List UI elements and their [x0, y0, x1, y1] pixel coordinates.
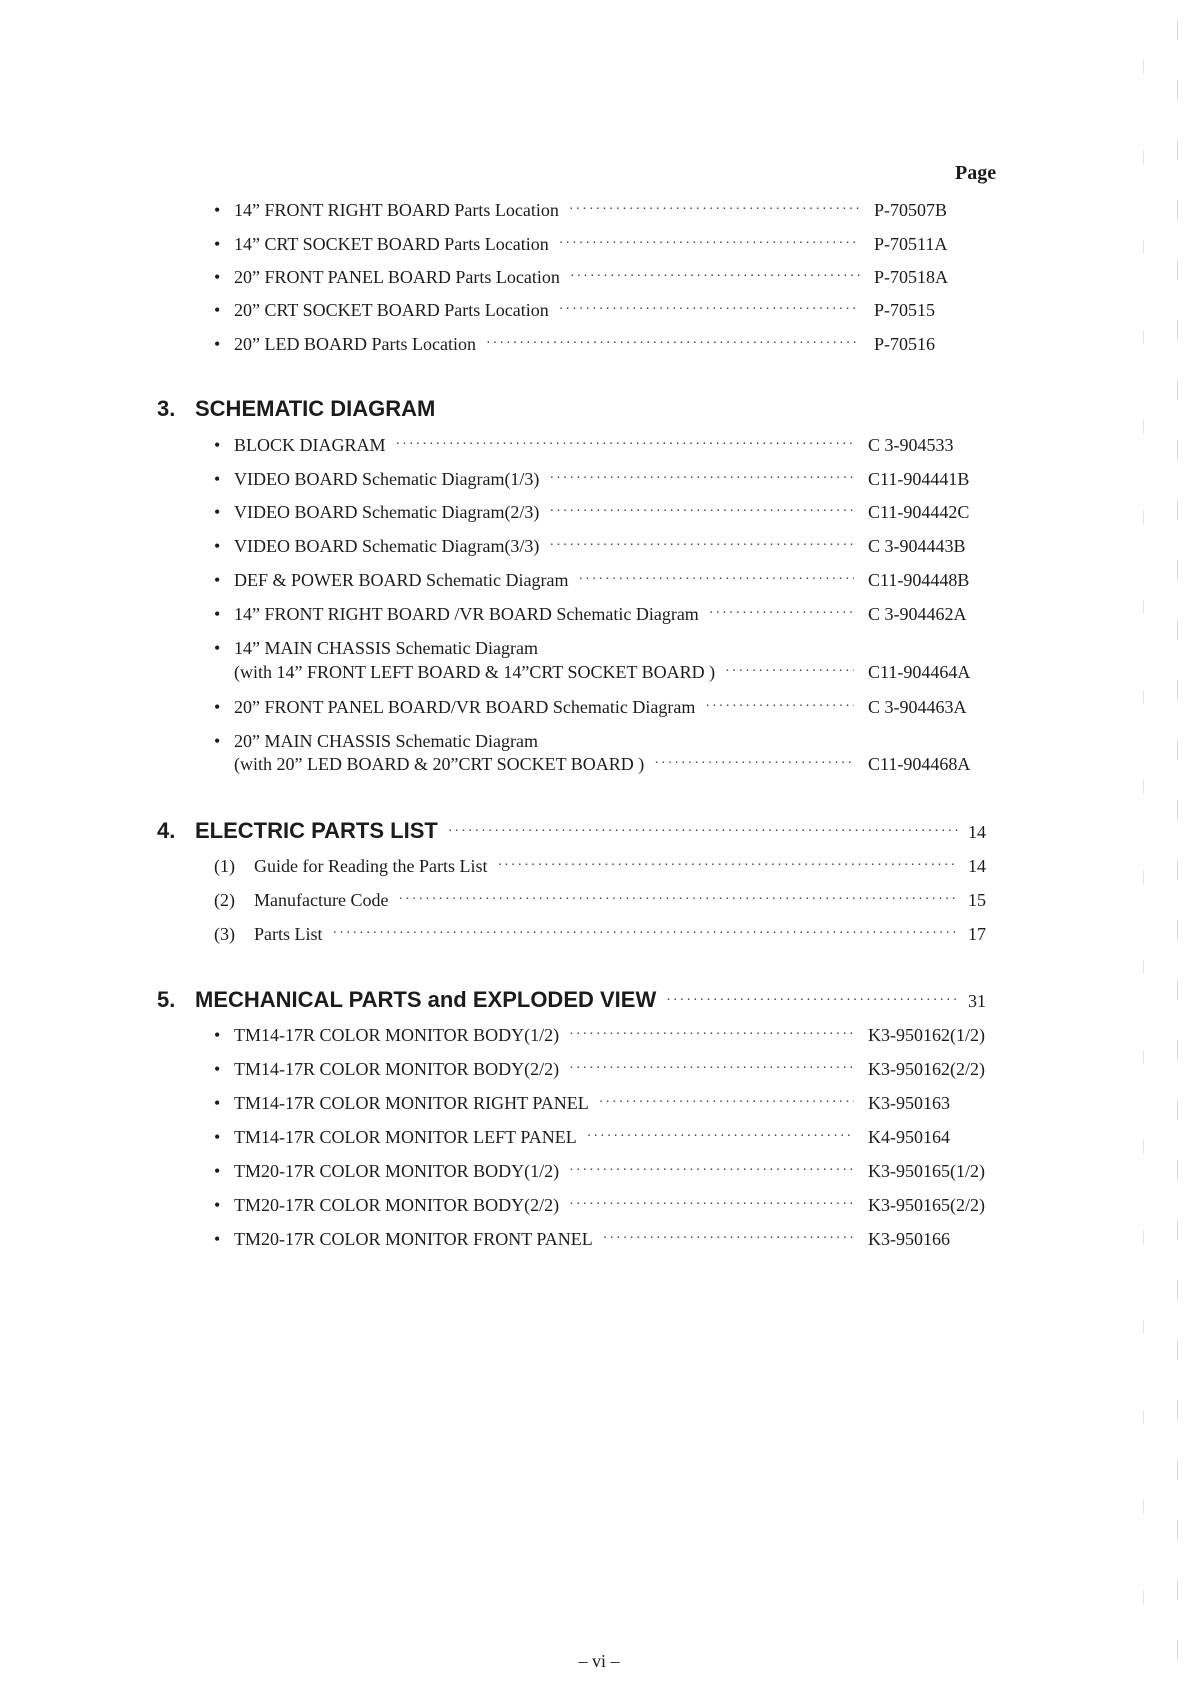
toc-entry-line1: [214, 731, 974, 752]
toc-entry-label: 14” FRONT RIGHT BOARD Parts Location: [234, 200, 559, 220]
toc-entry-ref: C 3-904533: [868, 435, 954, 455]
dot-leader: [709, 606, 854, 622]
bullet: •: [214, 1195, 221, 1215]
toc-entry-label: BLOCK DIAGRAM: [234, 435, 386, 455]
toc-entry-label: 20” LED BOARD Parts Location: [234, 334, 476, 354]
dot-leader: [559, 236, 860, 252]
toc-entry-label: 14” CRT SOCKET BOARD Parts Location: [234, 234, 549, 254]
toc-entry: [214, 267, 974, 288]
toc-entry-label: TM14-17R COLOR MONITOR BODY(1/2): [234, 1025, 560, 1045]
dot-leader: [398, 892, 958, 908]
dot-leader: [569, 1061, 854, 1077]
toc-entry-label: TM20-17R COLOR MONITOR BODY(1/2): [234, 1161, 560, 1181]
toc-entry-label: Guide for Reading the Parts List: [254, 856, 488, 876]
dot-leader: [569, 1163, 854, 1179]
dot-leader: [396, 437, 854, 453]
toc-entry-label: 14” FRONT RIGHT BOARD /VR BOARD Schematic Diagram: [234, 604, 699, 624]
toc-entry: [214, 890, 992, 911]
dot-leader: [599, 1095, 854, 1111]
toc-entry-ref: K3-950165(1/2): [868, 1161, 985, 1181]
dot-leader: [603, 1231, 854, 1247]
dot-leader: [559, 302, 860, 318]
toc-entry: [214, 1195, 996, 1216]
toc-entry: [214, 570, 974, 591]
bullet: •: [214, 1059, 221, 1079]
toc-entry: [214, 300, 974, 321]
toc-entry-ref: C 3-904462A: [868, 604, 967, 624]
dot-leader: [570, 269, 860, 285]
bullet: •: [214, 638, 221, 658]
dot-leader: [569, 1027, 854, 1043]
toc-entry-label: DEF & POWER BOARD Schematic Diagram: [234, 570, 569, 590]
bullet: •: [214, 300, 221, 320]
bullet: •: [214, 334, 221, 354]
toc-entry: [214, 1229, 996, 1250]
scan-edge-mark: [1143, 60, 1144, 1620]
bullet: •: [214, 1025, 221, 1045]
toc-entry-ref: K4-950164: [868, 1127, 950, 1147]
toc-entry: [214, 502, 974, 523]
toc-entry-ref: C11-904442C: [868, 502, 970, 522]
toc-entry: [214, 604, 974, 625]
scan-edge-mark: [1177, 20, 1178, 1660]
bullet: •: [214, 697, 221, 717]
bullet: •: [214, 1161, 221, 1181]
section-number: 3.: [157, 396, 176, 421]
toc-entry-ref: K3-950163: [868, 1093, 950, 1113]
toc-entry-ref: C11-904448B: [868, 570, 970, 590]
toc-entry-label: 20” MAIN CHASSIS Schematic Diagram: [234, 731, 538, 751]
toc-entry: [214, 1161, 996, 1182]
section-title: MECHANICAL PARTS and EXPLODED VIEW: [195, 987, 657, 1012]
dot-leader: [578, 572, 854, 588]
toc-entry-label: TM14-17R COLOR MONITOR RIGHT PANEL: [234, 1093, 589, 1113]
toc-entry: [214, 469, 974, 490]
section-number: 5.: [157, 987, 176, 1012]
toc-entry-ref: P-70518A: [874, 267, 949, 287]
toc-entry-page: 17: [968, 924, 986, 944]
bullet: •: [214, 435, 221, 455]
toc-entry-page: 15: [968, 890, 986, 910]
section-heading: [157, 987, 992, 1013]
bullet: •: [214, 200, 221, 220]
dot-leader: [497, 858, 958, 874]
item-number: (1): [214, 856, 235, 876]
toc-entry-label: TM14-17R COLOR MONITOR BODY(2/2): [234, 1059, 560, 1079]
toc-entry: [214, 334, 974, 355]
section-title: SCHEMATIC DIAGRAM: [195, 396, 436, 421]
toc-entry-ref: K3-950162(2/2): [868, 1059, 985, 1079]
toc-entry-line1: [214, 638, 974, 659]
toc-entry: [214, 435, 974, 456]
dot-leader: [569, 202, 860, 218]
dot-leader: [587, 1129, 854, 1145]
toc-entry: [214, 856, 992, 877]
toc-entry: [214, 1025, 996, 1046]
bullet: •: [214, 502, 221, 522]
dot-leader: [569, 1197, 854, 1213]
toc-entry-label: TM20-17R COLOR MONITOR BODY(2/2): [234, 1195, 560, 1215]
toc-entry-line2: [234, 754, 974, 775]
toc-entry-label-continued: (with 20” LED BOARD & 20”CRT SOCKET BOARD ): [234, 754, 645, 774]
toc-entry: [214, 697, 974, 718]
dot-leader: [549, 504, 854, 520]
toc-entry: [214, 200, 974, 221]
toc-entry-page: 14: [968, 856, 986, 876]
toc-entry-ref: K3-950165(2/2): [868, 1195, 985, 1215]
toc-entry-label: 20” FRONT PANEL BOARD/VR BOARD Schematic Diagram: [234, 697, 696, 717]
bullet: •: [214, 570, 221, 590]
dot-leader: [705, 699, 854, 715]
dot-leader: [654, 756, 854, 772]
toc-entry-label: Manufacture Code: [254, 890, 389, 910]
toc-entry-ref: P-70507B: [874, 200, 948, 220]
toc-entry-label: 20” FRONT PANEL BOARD Parts Location: [234, 267, 560, 287]
toc-entry-label: VIDEO BOARD Schematic Diagram(2/3): [234, 502, 540, 522]
section-heading: [157, 396, 435, 422]
toc-entry-label: 20” CRT SOCKET BOARD Parts Location: [234, 300, 549, 320]
section-heading: [157, 818, 992, 844]
toc-entry: [214, 234, 974, 255]
toc-entry: [214, 1093, 996, 1114]
dot-leader: [666, 993, 958, 1009]
toc-entry-label: VIDEO BOARD Schematic Diagram(1/3): [234, 469, 540, 489]
bullet: •: [214, 1127, 221, 1147]
toc-entry-ref: P-70515: [874, 300, 936, 320]
section-page: 14: [968, 822, 986, 842]
toc-entry-label: Parts List: [254, 924, 323, 944]
bullet: •: [214, 604, 221, 624]
section-page: 31: [968, 991, 986, 1011]
dot-leader: [549, 538, 854, 554]
toc-entry-label: TM14-17R COLOR MONITOR LEFT PANEL: [234, 1127, 577, 1147]
page-number-footer: – vi –: [578, 1651, 620, 1671]
bullet: •: [214, 1093, 221, 1113]
bullet: •: [214, 536, 221, 556]
toc-entry-ref: K3-950166: [868, 1229, 950, 1249]
toc-entry-label: VIDEO BOARD Schematic Diagram(3/3): [234, 536, 540, 556]
toc-entry: [214, 924, 992, 945]
dot-leader: [725, 664, 854, 680]
toc-entry-ref: C 3-904443B: [868, 536, 966, 556]
toc-entry-ref: C11-904468A: [868, 754, 971, 774]
toc-entry: [214, 536, 974, 557]
bullet: •: [214, 469, 221, 489]
dot-leader: [448, 824, 958, 840]
toc-entry: [214, 1059, 996, 1080]
toc-entry-ref: P-70516: [874, 334, 936, 354]
bullet: •: [214, 731, 221, 751]
toc-entry-ref: P-70511A: [874, 234, 948, 254]
toc-entry-ref: C11-904464A: [868, 662, 971, 682]
bullet: •: [214, 267, 221, 287]
toc-entry-ref: C11-904441B: [868, 469, 970, 489]
item-number: (2): [214, 890, 235, 910]
dot-leader: [486, 336, 860, 352]
page-column-header: Page: [955, 162, 997, 184]
toc-entry-label: TM20-17R COLOR MONITOR FRONT PANEL: [234, 1229, 593, 1249]
toc-entry-label-continued: (with 14” FRONT LEFT BOARD & 14”CRT SOCKET BOARD ): [234, 662, 716, 682]
toc-entry-line2: [234, 662, 974, 683]
section-title: ELECTRIC PARTS LIST: [195, 818, 438, 843]
toc-entry: [214, 1127, 996, 1148]
toc-entry-ref: K3-950162(1/2): [868, 1025, 985, 1045]
toc-entry-ref: C 3-904463A: [868, 697, 967, 717]
section-number: 4.: [157, 818, 176, 843]
bullet: •: [214, 1229, 221, 1249]
bullet: •: [214, 234, 221, 254]
toc-entry-label: 14” MAIN CHASSIS Schematic Diagram: [234, 638, 538, 658]
dot-leader: [549, 471, 854, 487]
item-number: (3): [214, 924, 235, 944]
dot-leader: [333, 926, 958, 942]
